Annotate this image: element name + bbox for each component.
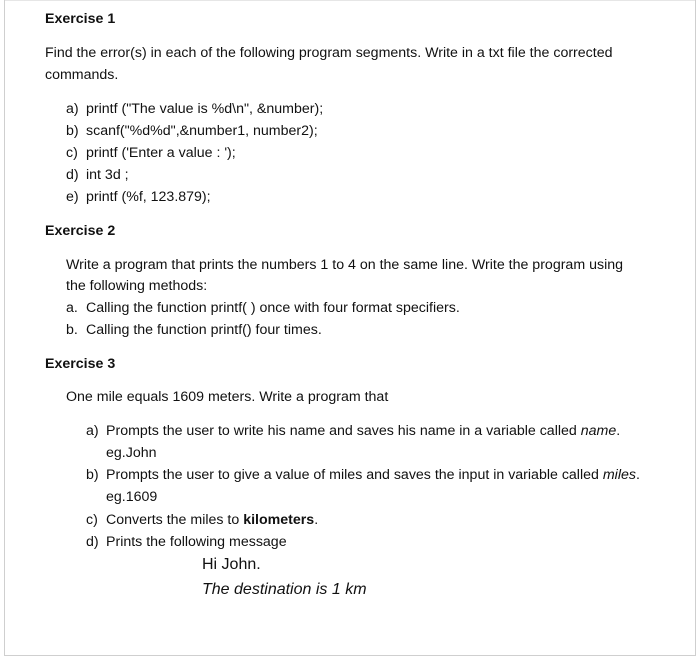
item-text: printf ('Enter a value : '); [86, 145, 236, 161]
exercise2-intro-line1: Write a program that prints the numbers 1 to 4 on the same line. Write the program using [66, 257, 623, 273]
item-label: e) [66, 189, 79, 205]
item-text: Converts the miles to [106, 512, 244, 528]
item-period: . [635, 467, 640, 483]
item-label: d) [66, 167, 79, 183]
item-label: a. [66, 300, 78, 316]
exercise1-item-e [66, 188, 211, 206]
exercise1-intro-line1: Find the error(s) in each of the following program segments. Write in a txt file the corrected [45, 45, 613, 61]
item-variable-name: miles [602, 467, 636, 483]
exercise2-intro-line2: the following methods: [66, 278, 208, 294]
item-variable-name: name [580, 423, 617, 439]
message-line2: The destination is 1 km [202, 581, 367, 598]
item-text: Prints the following message [106, 534, 287, 550]
item-label: c) [66, 145, 78, 161]
item-text: Prompts the user to give a value of miles and saves the input in variable called [106, 467, 603, 483]
exercise3-title: Exercise 3 [45, 356, 116, 372]
item-label: d) [86, 534, 99, 550]
item-text: int 3d ; [86, 167, 129, 183]
item-bold-term: kilometers [243, 512, 315, 528]
exercise2-item-a [66, 299, 460, 317]
message-line1: Hi John. [202, 556, 261, 573]
item-label: b) [86, 467, 99, 483]
item-text: Calling the function printf( ) once with four format specifiers. [86, 300, 460, 316]
item-text: printf (%f, 123.879); [86, 189, 211, 205]
item-label: a) [86, 423, 99, 439]
exercise2-item-b [66, 321, 322, 339]
item-label: b) [66, 123, 79, 139]
exercise1-item-d [66, 166, 129, 184]
exercise1-intro-line2: commands. [45, 67, 119, 83]
item-period: . [314, 512, 319, 528]
item-text: Calling the function printf() four times. [86, 322, 322, 338]
exercise1-item-a [66, 100, 323, 118]
exercise1-title: Exercise 1 [45, 11, 116, 27]
exercise1-item-b [66, 122, 318, 140]
item-label: a) [66, 101, 79, 117]
item-text: printf ("The value is %d\n", &number); [86, 101, 324, 117]
exercise3-item-a-example: eg.John [106, 445, 157, 461]
item-text: Prompts the user to write his name and saves his name in a variable called [106, 423, 581, 439]
item-label: b. [66, 322, 78, 338]
exercise2-title: Exercise 2 [45, 223, 116, 239]
exercise3-item-a [86, 422, 620, 440]
exercise3-item-c [86, 511, 318, 529]
exercise3-intro: One mile equals 1609 meters. Write a program that [66, 389, 389, 405]
item-text: scanf("%d%d",&number1, number2); [86, 123, 318, 139]
item-label: c) [86, 512, 98, 528]
exercise3-item-b-example: eg.1609 [106, 489, 158, 505]
exercise3-item-b [86, 466, 640, 484]
exercise3-item-d [86, 533, 287, 551]
item-period: . [616, 423, 621, 439]
exercise1-item-c [66, 144, 236, 162]
